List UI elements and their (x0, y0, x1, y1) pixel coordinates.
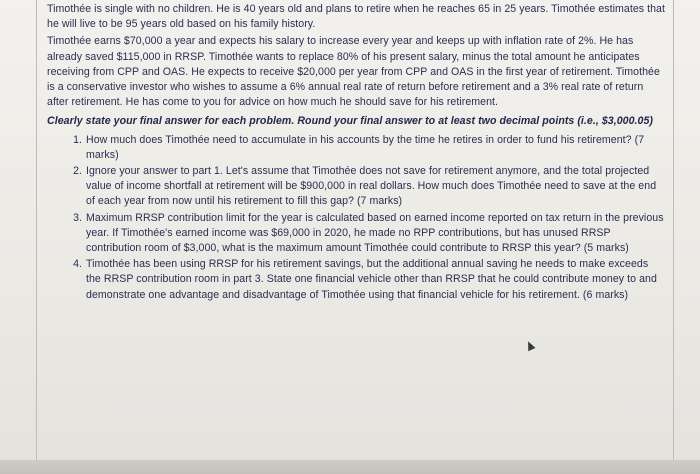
details-paragraph: Timothée earns $70,000 a year and expects his salary to increase every year and keeps up with inflation rate of 2%. He has already saved $115,000 in RRSP. Timothée wants to replace 80% of his present salary, minus the total amount he anticipates receiving from CPP and OAS. He expects to receive $20,000 per year from CPP and OAS in the first year of retirement. Timothée is a conservative investor who wishes to assume a 6% annual real rate of return before retirement and a 3% real rate of return after retirement. He has come to you for advice on how much he should save for his retirement. (47, 35, 660, 109)
question-item: 1. How much does Timothée need to accumulate in his accounts by the time he retires in order to fund his retirement? (7 marks) (85, 133, 665, 163)
question-item: 2. Ignore your answer to part 1. Let's assume that Timothée does not save for retirement anymore, and the total projected value of income shortfall at retirement will be $900,000 in real dollars. How much does Timothée need to save at the end of each year from now until his retirement to fill this gap? (7 marks) (85, 164, 665, 210)
intro-paragraph: Timothée is single with no children. He is 40 years old and plans to retire when he reaches 65 in 25 years. Timothée estimates that he will live to be 95 years old based on his family history. (47, 3, 665, 31)
question-list (47, 133, 665, 303)
bottom-edge (0, 460, 700, 474)
question-item: 3. Maximum RRSP contribution limit for the year is calculated based on earned income reported on tax return in the previous year. If Timothée's earned income was $69,000 in 2020, he made no RPP contributions, but has unused RRSP contribution room of $3,000, what is the maximum amount Timothée could contribute to RRSP this year? (5 marks) (85, 211, 665, 257)
question-item: 4. Timothée has been using RRSP for his retirement savings, but the additional annual saving he needs to make exceeds the RRSP contribution room in part 3. State one financial vehicle other than RRSP that he could contribute money to and demonstrate one advantage and disadvantage of Timothée using that financial vehicle for his retirement. (6 marks) (85, 257, 665, 303)
instruction-text: Clearly state your final answer for each problem. Round your final answer to at least two decimal points (i.e., $3,000.05) (47, 115, 653, 128)
problem-content (47, 2, 665, 304)
